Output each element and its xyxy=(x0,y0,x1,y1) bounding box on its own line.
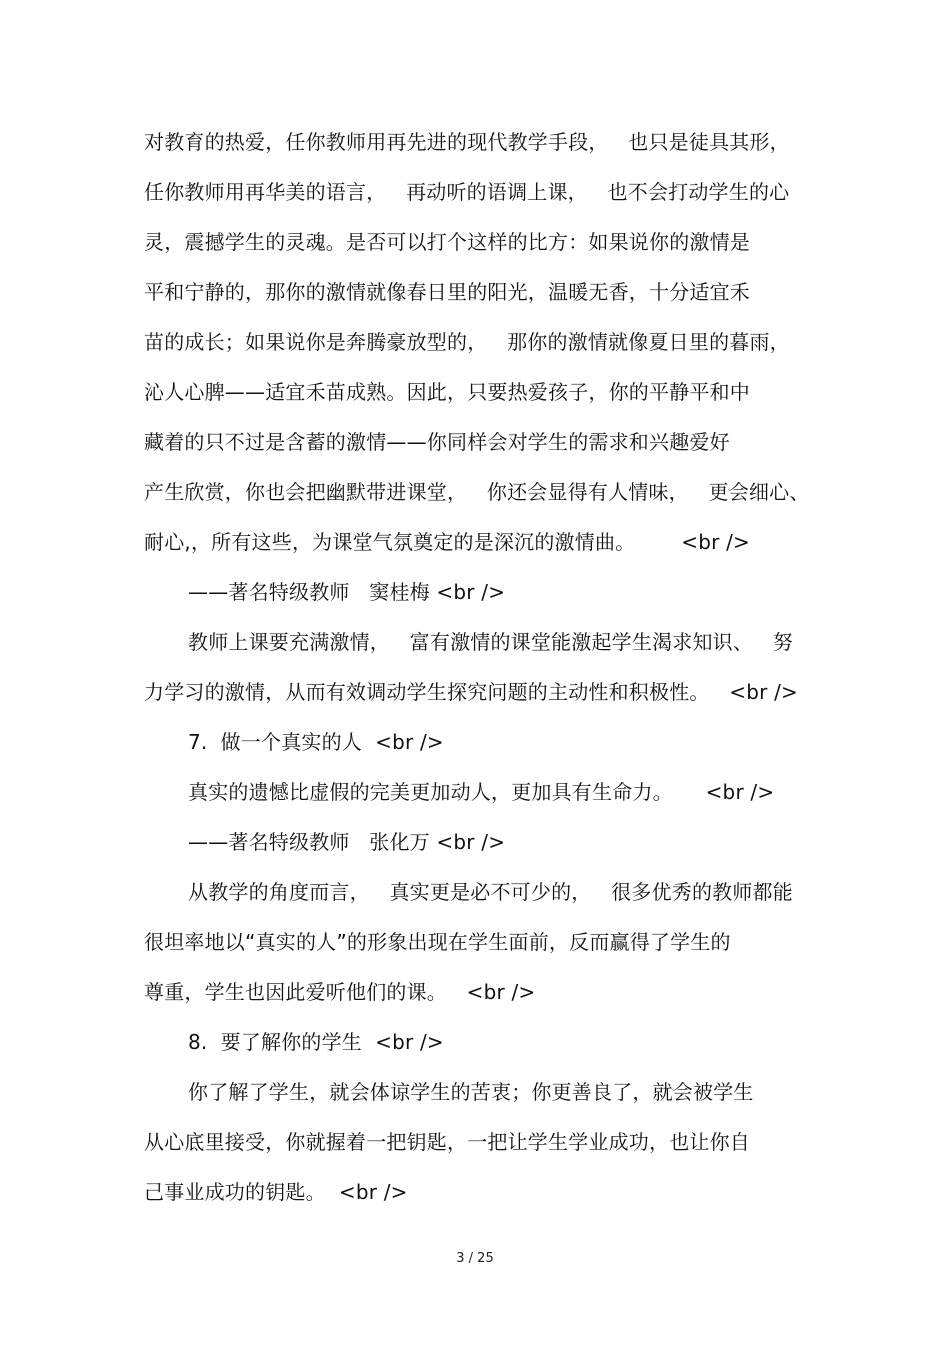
paragraph-start: 从教学的角度而言， 真实更是必不可少的， 很多优秀的教师都能 xyxy=(188,880,793,904)
text-line: 平和宁静的，那你的激情就像春日里的阳光，温暖无香，十分适宜禾 xyxy=(144,280,750,304)
text-line: 耐心,，所有这些，为课堂气氛奠定的是深沉的激情曲。 <br /> xyxy=(144,530,750,554)
text-line: 从心底里接受，你就握着一把钥匙，一把让学生学业成功，也让你自 xyxy=(144,1130,750,1154)
text-line: 藏着的只不过是含蓄的激情——你同样会对学生的需求和兴趣爱好 xyxy=(144,430,730,454)
page-number: 3 / 25 xyxy=(456,1251,494,1266)
quote-line: 真实的遗憾比虚假的完美更加动人，更加具有生命力。 <br /> xyxy=(188,780,775,804)
text-line: 灵，震撼学生的灵魂。是否可以打个这样的比方：如果说你的激情是 xyxy=(144,230,750,254)
section-heading: 7. 做一个真实的人 <br /> xyxy=(188,730,444,754)
text-line: 尊重，学生也因此爱听他们的课。 <br /> xyxy=(144,980,536,1004)
text-line: 产生欣赏，你也会把幽默带进课堂， 你还会显得有人情味， 更会细心、 xyxy=(144,480,810,504)
text-line: 苗的成长；如果说你是奔腾豪放型的， 那你的激情就像夏日里的暮雨， xyxy=(144,330,790,354)
text-line: 己事业成功的钥匙。 <br /> xyxy=(144,1180,408,1204)
text-line: 沁人心脾——适宜禾苗成熟。因此，只要热爱孩子，你的平静平和中 xyxy=(144,380,750,404)
text-line: 任你教师用再华美的语言， 再动听的语调上课， 也不会打动学生的心 xyxy=(144,180,790,204)
text-line: 对教育的热爱，任你教师用再先进的现代教学手段， 也只是徒具其形， xyxy=(144,130,790,154)
quote-attribution: ——著名特级教师 窦桂梅 <br /> xyxy=(188,580,506,604)
paragraph-start: 你了解了学生，就会体谅学生的苦衷；你更善良了，就会被学生 xyxy=(188,1080,754,1104)
text-line: 很坦率地以“真实的人”的形象出现在学生面前，反而赢得了学生的 xyxy=(144,930,731,954)
quote-attribution: ——著名特级教师 张化万 <br /> xyxy=(188,830,506,854)
section-heading: 8. 要了解你的学生 <br /> xyxy=(188,1030,444,1054)
text-line: 力学习的激情，从而有效调动学生探究问题的主动性和积极性。 <br /> xyxy=(144,680,799,704)
paragraph-start: 教师上课要充满激情， 富有激情的课堂能激起学生渴求知识、 努 xyxy=(188,630,793,654)
